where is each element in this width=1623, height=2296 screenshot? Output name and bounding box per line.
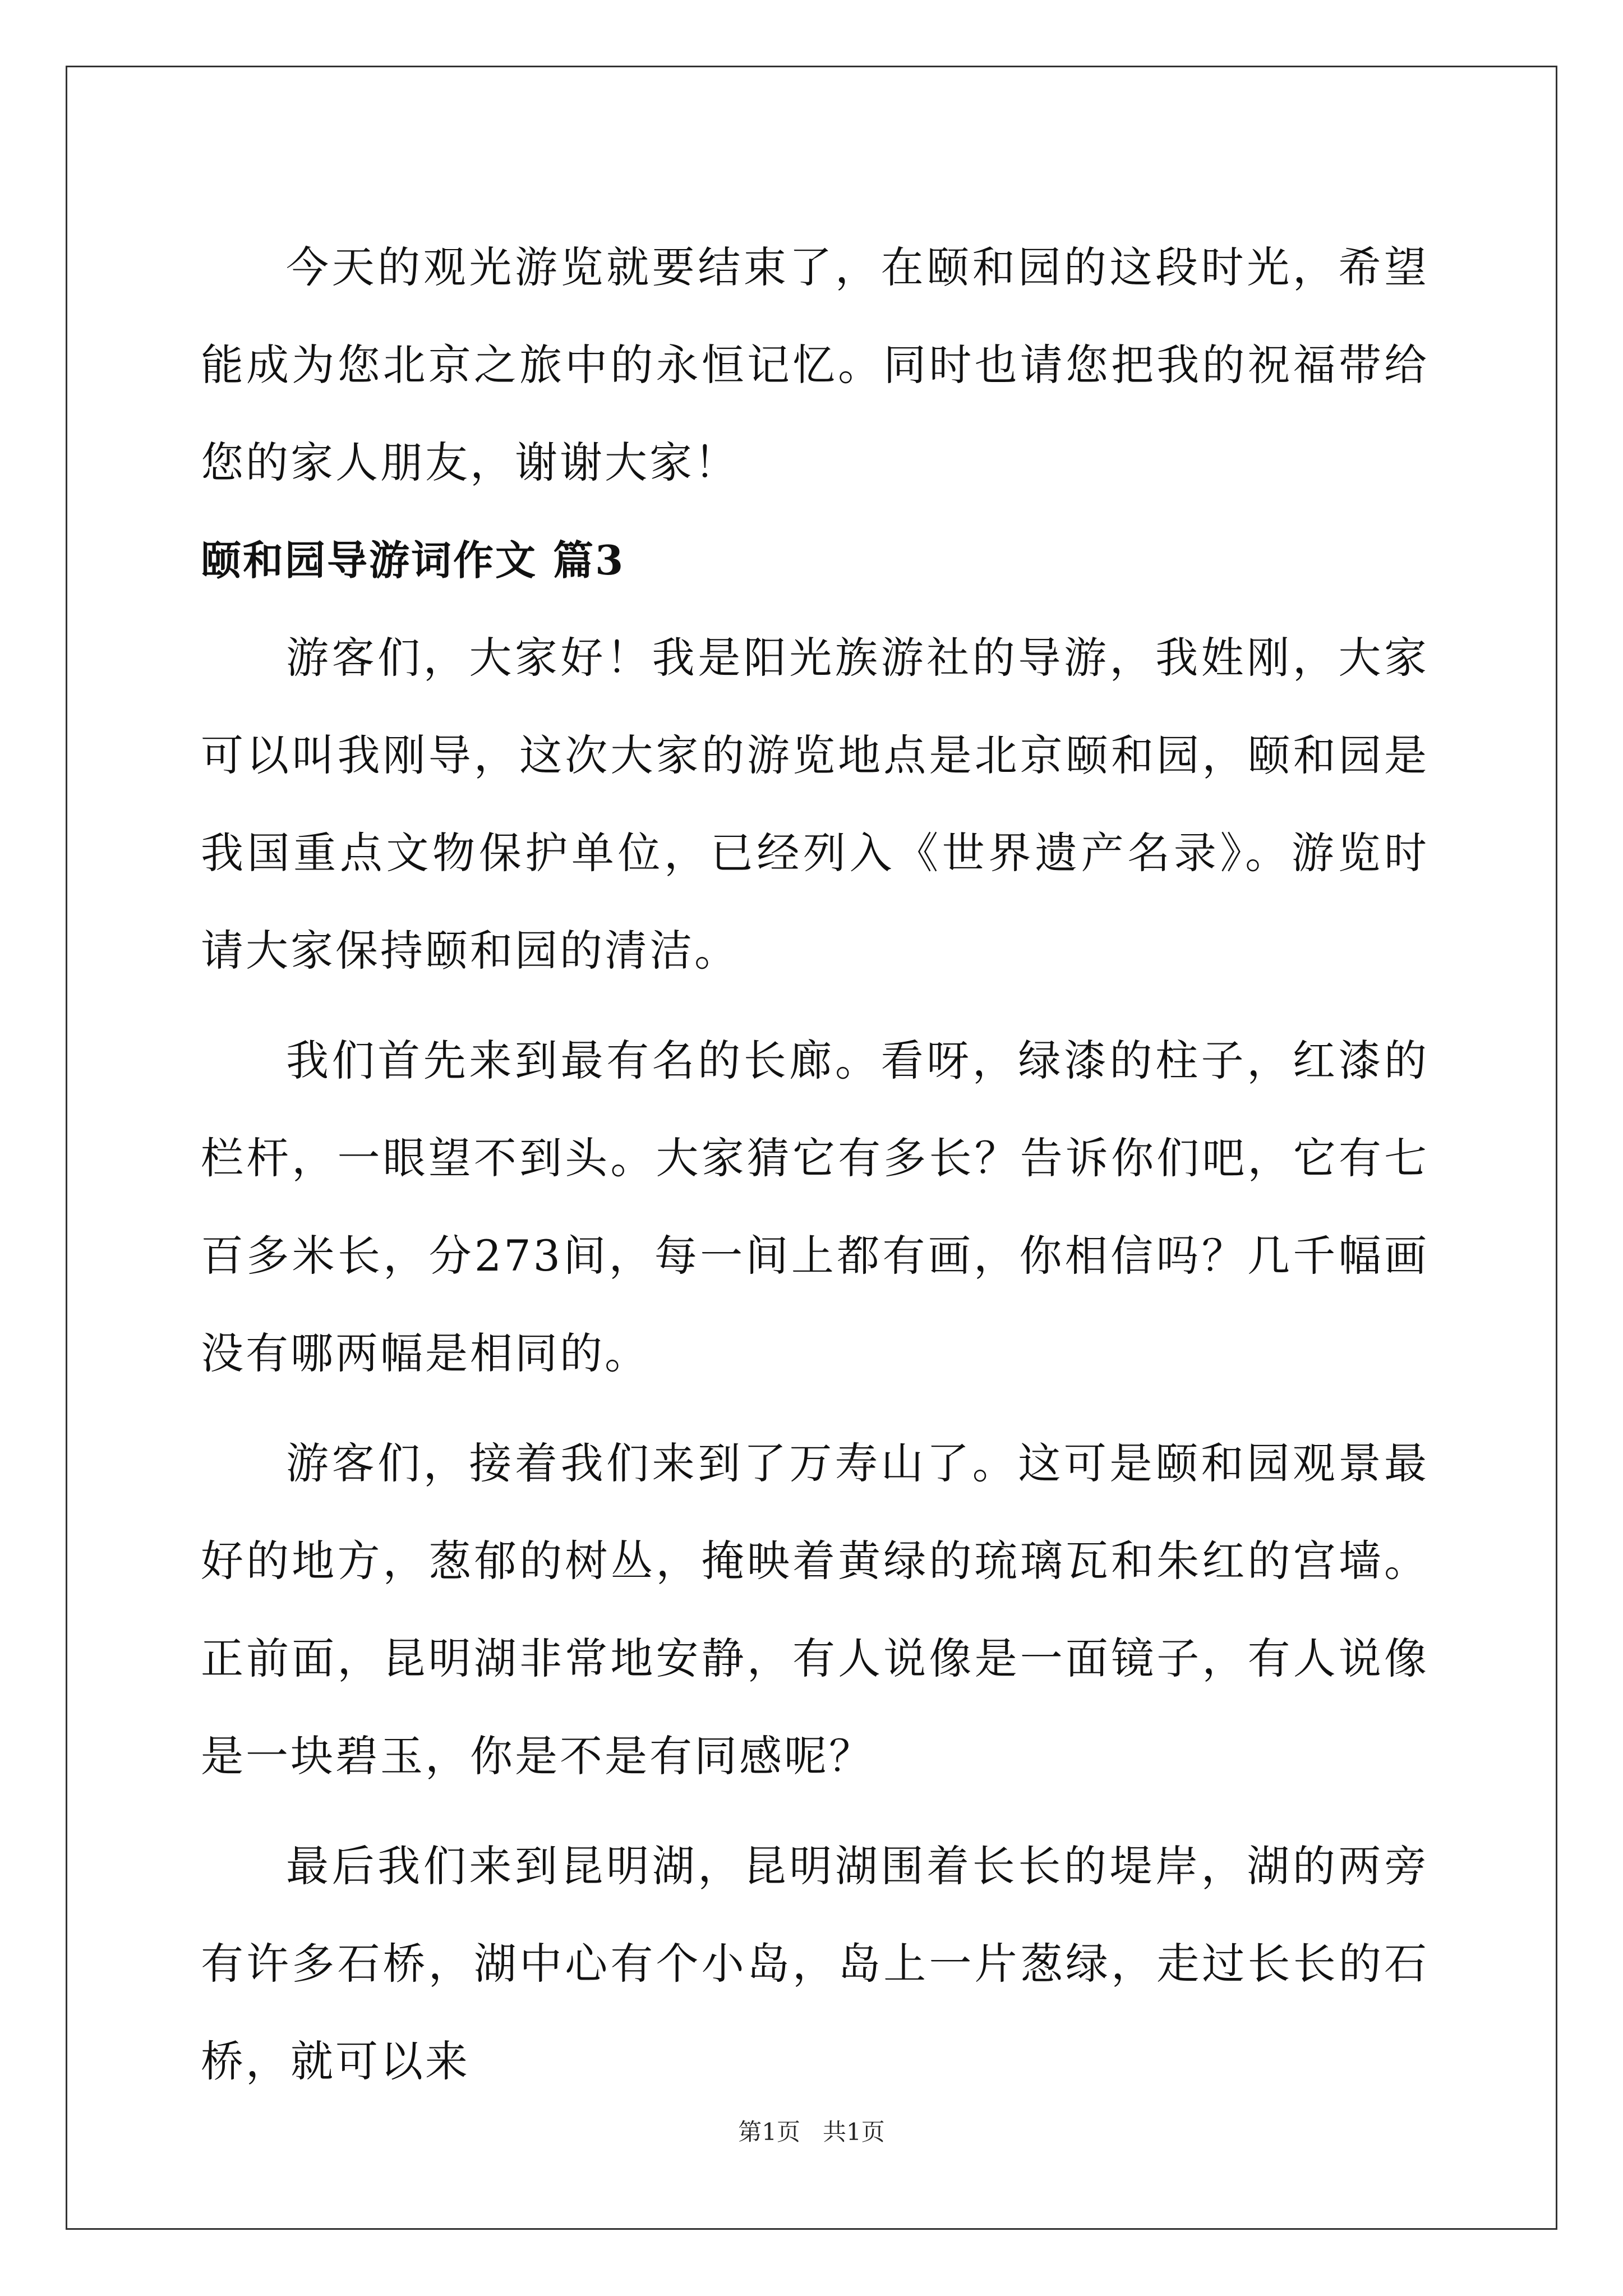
paragraph-kunming-lake: 最后我们来到昆明湖，昆明湖围着长长的堤岸，湖的两旁有许多石桥，湖中心有个小岛，岛上一片葱绿，走过长长的石桥，就可以来 <box>201 1841 1429 2086</box>
page-footer: 第1页 共1页 <box>738 2118 885 2146</box>
paragraph-greeting: 游客们，大家好！我是阳光族游社的导游，我姓刚，大家可以叫我刚导，这次大家的游览地点是北京颐和园，颐和园是我国重点文物保护单位，已经列入《世界遗产名录》。游览时请大家保持颐和园的清洁。 <box>201 633 1429 976</box>
paragraph-longevity-hill: 游客们，接着我们来到了万寿山了。这可是颐和园观景最好的地方，葱郁的树丛，掩映着黄绿的琉璃瓦和朱红的宫墙。正前面，昆明湖非常地安静，有人说像是一面镜子，有人说像是一块碧玉，你是不是有同感呢？ <box>201 1438 1429 1781</box>
closing-paragraph: 今天的观光游览就要结束了，在颐和园的这段时光，希望能成为您北京之旅中的永恒记忆。同时也请您把我的祝福带给您的家人朋友，谢谢大家！ <box>201 242 1429 487</box>
document-body <box>201 219 1429 2110</box>
section-heading: 颐和园导游词作文 篇3 <box>201 536 625 584</box>
paragraph-long-corridor: 我们首先来到最有名的长廊。看呀，绿漆的柱子，红漆的栏杆，一眼望不到头。大家猜它有多长？告诉你们吧，它有七百多米长，分273间，每一间上都有画，你相信吗？几千幅画没有哪两幅是相同的。 <box>201 1036 1429 1378</box>
